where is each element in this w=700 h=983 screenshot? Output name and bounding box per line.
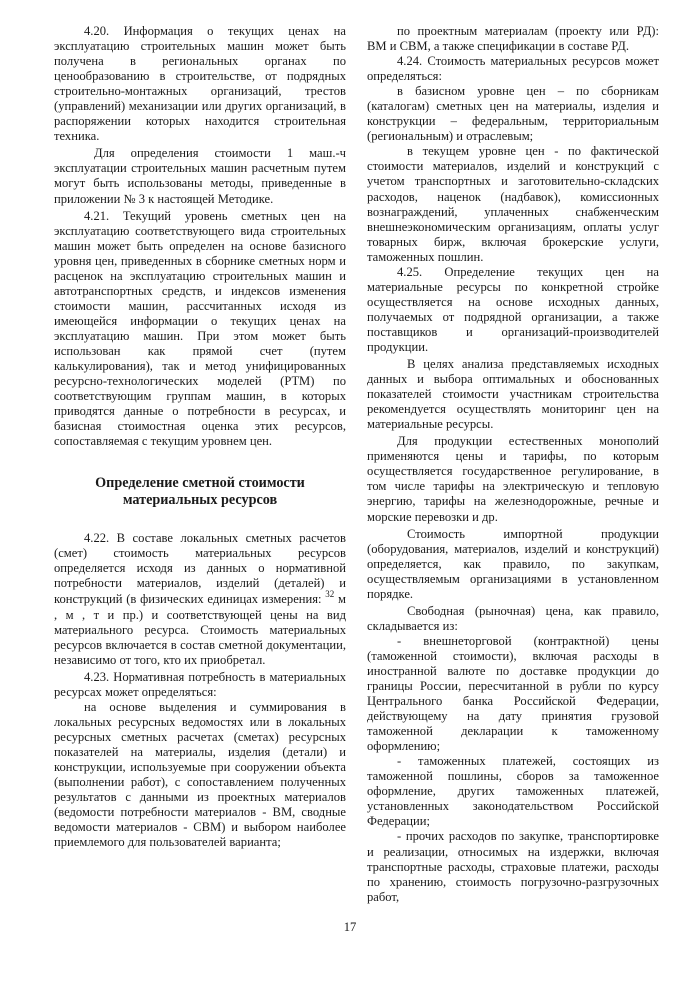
paragraph-monopolies: Для продукции естественных монополий применяются цены и тарифы, по которым осуществляется государственное регулирование, в том числе тарифы на электрическую и тепловую энергию, тарифы на железнодорожные, речные и морские перевозки и др.	[367, 434, 659, 524]
paragraph-base-prices: в базисном уровне цен – по сборникам (каталогам) сметных цен на материалы, изделия и конструкции – федеральным, территориальным (региональным) и отраслевым;	[367, 84, 659, 144]
paragraph-other-expenses: - прочих расходов по закупке, транспортировке и реализации, относимых на издержки, включая транспортные расходы, страховые платежи, расходы по хранению, стоимость погрузочно-разгрузочных работ,	[367, 829, 659, 904]
paragraph-4-22-part1: 4.22. В составе локальных сметных расчетов (смет) стоимость материальных ресурсов определяется исходя из данных о нормативной потребности материалов, изделий (деталей) и конструкций (в физических единицах измерения:	[54, 531, 346, 606]
paragraph-4-24: 4.24. Стоимость материальных ресурсов может определяться:	[367, 54, 659, 84]
paragraph-4-22	[54, 531, 346, 667]
units-superscript-2: 2	[329, 588, 335, 599]
section-heading: Определение сметной стоимости материальных ресурсов	[95, 475, 305, 509]
paragraph-free-price: Свободная (рыночная) цена, как правило, складывается из:	[367, 603, 659, 633]
paragraph-4-23: 4.23. Нормативная потребность в материальных ресурсах может определяться:	[54, 669, 346, 699]
paragraph-4-21: 4.21. Текущий уровень сметных цен на эксплуатацию соответствующего вида строительных машин может быть определен на основе базисного уровня цен, приведенных в сборнике сметных норм и расценок на эксплуатацию строительных машин и автотранспортных средств, и индексов изменения стоимости машин, рассчитанных исходя из имеющейся информации о текущих ценах на эксплуатацию машин. При этом может быть использован как прямой счет (путем калькулирования), так и метод унифицированных ресурсно-технологических моделей (РТМ) по соответствующим группам машин, в которых приводятся данные о потребности в ресурсах, и базисная стоимостная оценка этих ресурсов, сопоставляемая с текущим уровнем цен.	[54, 208, 346, 449]
units-superscript-3: 3	[325, 588, 330, 599]
paragraph-4-23-basis: на основе выделения и суммирования в локальных ресурсных ведомостях или в локальных ресурсных сметных расчетах (сметах) ресурсных показателей на материалы, изделия (детали) и конструкции, используемые при сооружении объекта (выполнении работ), с сопоставлением полученных результатов с данными из проектных материалов (ведомости потребности материалов - ВМ, сводные ведомости материалов - СВМ) и выбором наиболее приемлемого для пользователей варианта;	[54, 699, 346, 850]
right-column	[367, 24, 659, 905]
paragraph-calculation-methods: Для определения стоимости 1 маш.-ч эксплуатации строительных машин расчетным путем могут быть использованы методы, приведенные в приложении № 3 к настоящей Методике.	[54, 146, 346, 206]
page-number: 17	[343, 920, 357, 934]
paragraph-4-20: 4.20. Информация о текущих ценах на эксплуатацию строительных машин может быть получена в региональных органах по ценообразованию в строительстве, от подрядных строительно-монтажных организаций, трестов (управлений) механизации или других организаций, в распоряжении которых находится строительная техника.	[54, 24, 346, 144]
paragraph-4-22-part2: и соответствующей цены на вид материального ресурса. Стоимость материальных ресурсов включается в состав сметной документации, независимо от того, кто их приобретал.	[54, 607, 346, 667]
paragraph-monitoring: В целях анализа представляемых исходных данных и выбора оптимальных и обоснованных показателей стоимости участникам строительства рекомендуется осуществлять мониторинг цен на материальные ресурсы.	[367, 357, 659, 432]
paragraph-customs-payments: - таможенных платежей, состоящих из таможенной пошлины, сборов за таможенное оформление, других таможенных платежей, установленных законодательством Российской Федерации;	[367, 754, 659, 829]
paragraph-current-prices: в текущем уровне цен - по фактической стоимости материалов, изделий и конструкций с учетом транспортных и заготовительно-складских расходов, наценок (надбавок), комиссионных вознаграждений, уплаченных снабженческим внешнеэкономическим организациям, оплаты услуг товарных бирж, включая брокерские услуги, таможенных пошлин.	[367, 144, 659, 264]
paragraph-4-25: 4.25. Определение текущих цен на материальные ресурсы по конкретной стройке осуществляется на основе исходных данных, получаемых от подрядной организации, а также поставщиков и организаций-производителей продукции.	[367, 264, 659, 354]
paragraph-foreign-trade-price: - внешнеторговой (контрактной) цены (таможенной стоимости), включая расходы в иностранной валюте по доставке продукции до границы России, пересчитанной в рубли по курсу Центрального банка Российской Федерации, действующему на дату принятия грузовой таможенной декларации к таможенному оформлению;	[367, 633, 659, 754]
left-column	[54, 24, 346, 850]
paragraph-import: Стоимость импортной продукции (оборудования, материалов, изделий и конструкций) определяется, как правило, по закупкам, осуществляемым организациями в установленном порядке.	[367, 526, 659, 601]
paragraph-project-materials: по проектным материалам (проекту или РД): ВМ и СВМ, а также спецификации в составе РД.	[367, 24, 659, 54]
units-text: м , м , т и пр.)	[54, 591, 346, 622]
